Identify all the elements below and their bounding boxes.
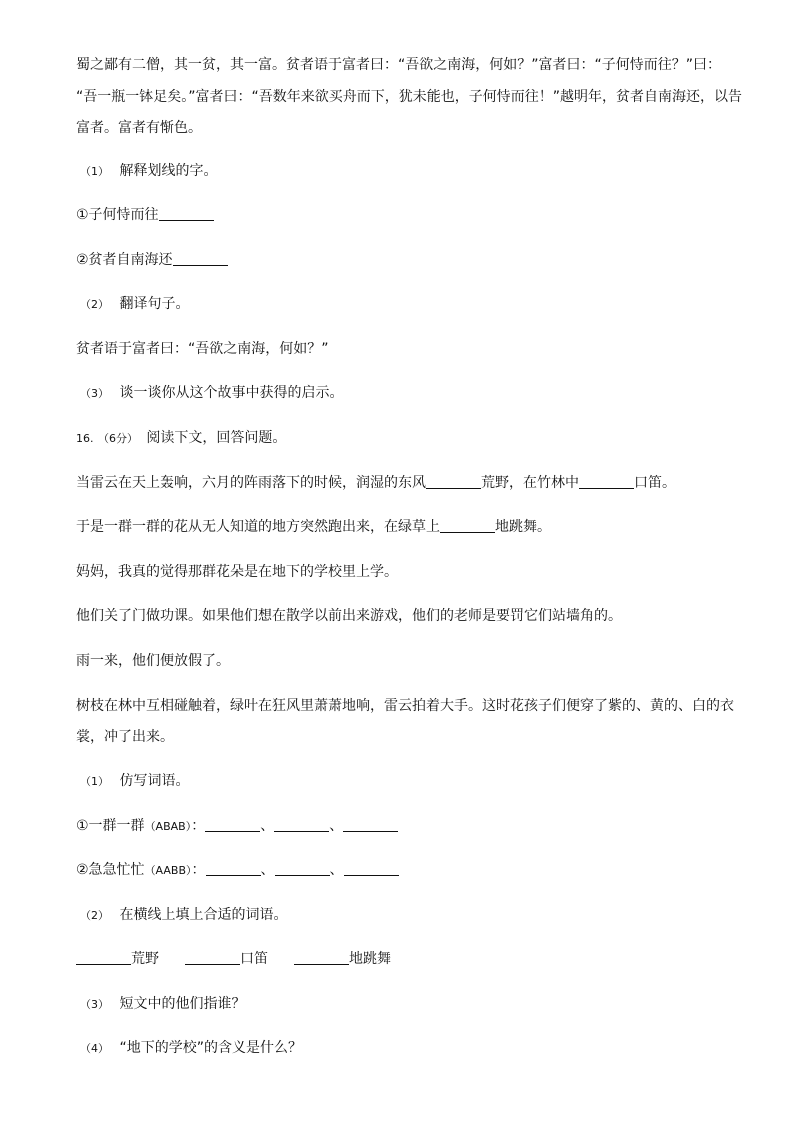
question-16-4: [80, 1038, 302, 1059]
item-label: ①子何恃而往: [76, 207, 159, 223]
text-segment: 当雷云在天上轰响，六月的阵雨落下的时候，润湿的东风: [76, 475, 426, 491]
question-number: （2）: [80, 909, 109, 922]
question-text: 谈一谈你从这个故事中获得的启示。: [119, 385, 344, 401]
item-label: ②贫者自南海还: [76, 252, 173, 268]
pattern-type: （ABAB）: [144, 820, 192, 833]
question-number: （3）: [80, 387, 109, 400]
question-number: （3）: [80, 998, 109, 1011]
answer-blank[interactable]: [206, 861, 261, 876]
text-segment: 口笛。: [634, 475, 676, 491]
question-number: 16.: [76, 432, 94, 445]
fill-word: 口笛: [240, 951, 268, 967]
question-text: 在横线上填上合适的词语。: [119, 907, 288, 923]
answer-blank[interactable]: [440, 518, 495, 533]
passage-line-1: 蜀之鄙有二僧，其一贫，其一富。贫者语于富者曰：“吾欲之南海，何如？”富者曰：“子何恃而往？”曰：: [76, 57, 722, 73]
answer-blank[interactable]: [173, 251, 228, 266]
answer-item-2: [76, 250, 228, 270]
answer-blank[interactable]: [344, 861, 399, 876]
fill-in-row: [76, 949, 391, 969]
question-text: 仿写词语。: [119, 773, 190, 789]
question-number: （2）: [80, 298, 109, 311]
question-text: 解释划线的字。: [119, 163, 218, 179]
separator: 、: [260, 818, 275, 834]
answer-item-1: [76, 205, 214, 225]
question-text: “地下的学校”的含义是什么？: [119, 1040, 302, 1056]
poem-paragraph-4: 他们关了门做功课。如果他们想在散学以前出来游戏，他们的老师是要罚它们站墙角的。: [76, 608, 622, 624]
question-number: （1）: [80, 165, 109, 178]
answer-blank[interactable]: [274, 817, 329, 832]
question-text: 短文中的他们指谁？: [119, 996, 246, 1012]
question-16-1: [80, 771, 189, 792]
word-pattern-1: [76, 816, 398, 837]
poem-paragraph-3: 妈妈，我真的觉得那群花朵是在地下的学校里上学。: [76, 564, 398, 580]
question-3: [80, 383, 343, 404]
poem-paragraph-6a: 树枝在林中互相碰触着，绿叶在狂风里萧萧地响，雷云拍着大手。这时花孩子们便穿了紫的、黄的、白的衣: [76, 698, 734, 714]
answer-blank[interactable]: [76, 950, 131, 965]
poem-paragraph-2: [76, 517, 551, 537]
pattern-label: ①一群一群: [76, 818, 145, 834]
text-segment: 于是一群一群的花从无人知道的地方突然跑出来，在绿草上: [76, 519, 440, 535]
question-score: （6分）: [97, 432, 138, 445]
separator: 、: [260, 862, 275, 878]
question-number: （1）: [80, 775, 109, 788]
poem-paragraph-5: 雨一来，他们便放假了。: [76, 653, 230, 669]
question-16-2: [80, 905, 287, 926]
separator: 、: [329, 818, 344, 834]
separator: 、: [329, 862, 344, 878]
answer-blank[interactable]: [579, 474, 634, 489]
question-16-3: [80, 994, 245, 1015]
fill-word: 荒野: [131, 951, 159, 967]
text-segment: 地跳舞。: [495, 519, 551, 535]
answer-blank[interactable]: [205, 817, 260, 832]
passage-line-3: 富者。富者有惭色。: [76, 120, 202, 136]
colon: ：: [191, 818, 206, 834]
pattern-type: （AABB）: [144, 864, 192, 877]
question-2: [80, 294, 189, 315]
answer-blank[interactable]: [275, 861, 330, 876]
text-segment: 荒野，在竹林中: [481, 475, 579, 491]
word-pattern-2: [76, 860, 399, 881]
sentence-to-translate: 贫者语于富者曰：“吾欲之南海，何如？”: [76, 341, 329, 357]
answer-blank[interactable]: [159, 206, 214, 221]
answer-blank[interactable]: [426, 474, 481, 489]
answer-blank[interactable]: [343, 817, 398, 832]
question-text: 翻译句子。: [119, 296, 190, 312]
colon: ：: [191, 862, 206, 878]
answer-blank[interactable]: [294, 950, 349, 965]
question-1: [80, 161, 217, 182]
question-16-header: [76, 428, 286, 449]
question-text: 阅读下文，回答问题。: [146, 430, 287, 446]
poem-paragraph-6b: 裳，冲了出来。: [76, 729, 174, 745]
poem-paragraph-1: [76, 473, 676, 493]
question-number: （4）: [80, 1042, 109, 1055]
pattern-label: ②急急忙忙: [76, 862, 145, 878]
passage-line-2: “吾一瓶一钵足矣。”富者曰：“吾数年来欲买舟而下，犹未能也，子何恃而往！”越明年，贫者自南海还，以告: [76, 89, 743, 105]
fill-word: 地跳舞: [349, 951, 391, 967]
answer-blank[interactable]: [185, 950, 240, 965]
